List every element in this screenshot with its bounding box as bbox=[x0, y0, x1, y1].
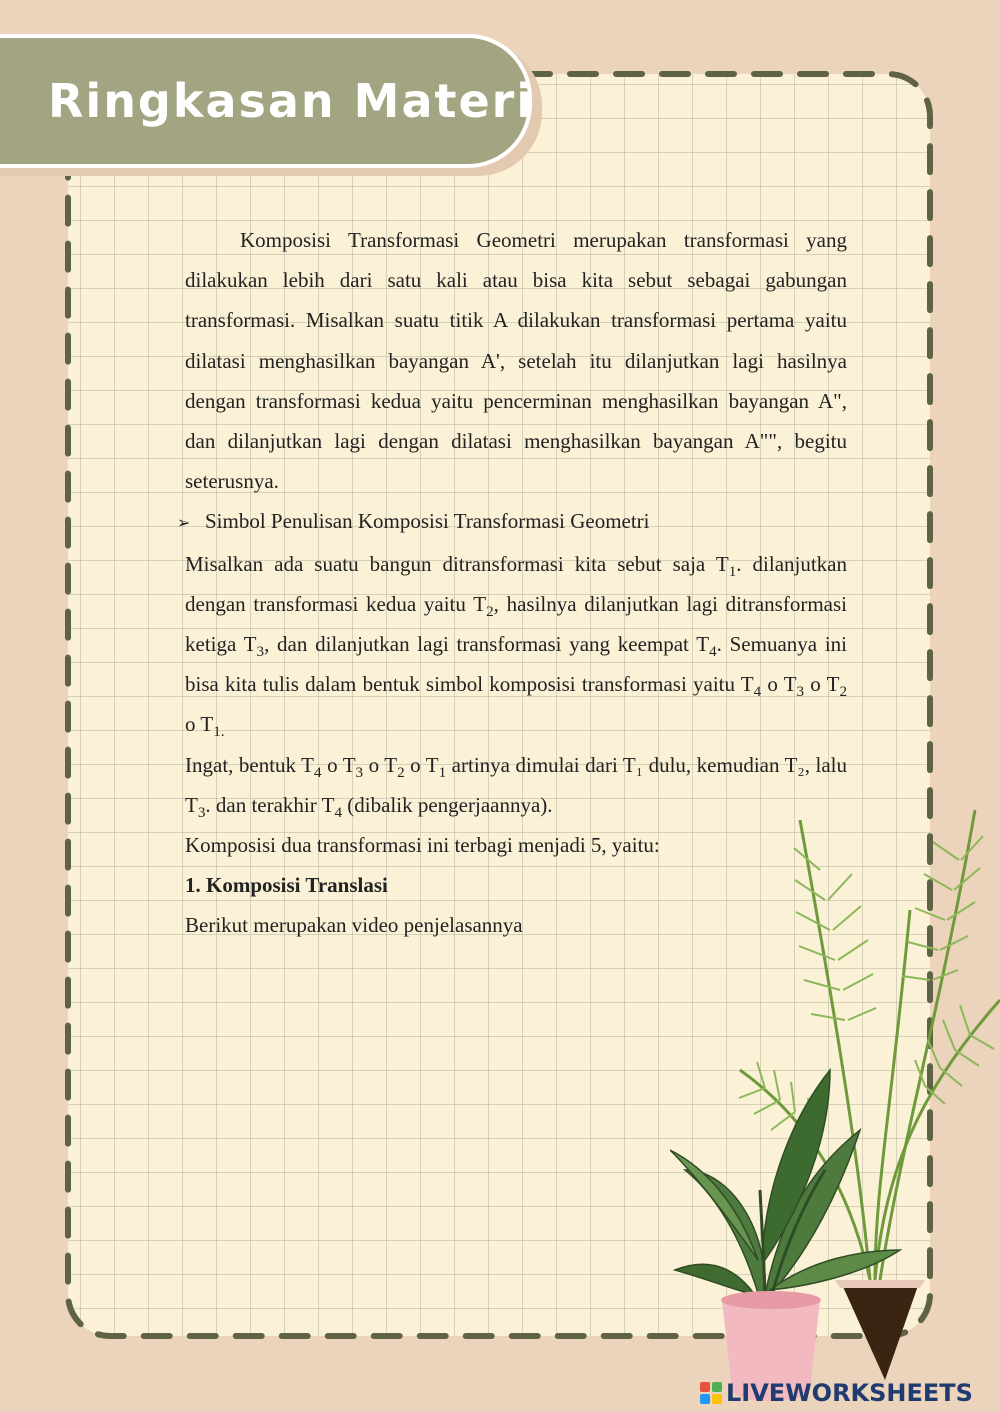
potted-plants-illustration bbox=[670, 790, 1000, 1412]
page-title: Ringkasan Materi bbox=[48, 74, 535, 128]
intro-paragraph: Komposisi Transformasi Geometri merupakan transformasi yang dilakukan lebih dari satu kali atau bisa kita sebut sebagai gabungan transformasi. Misalkan suatu titik A dilakukan transformasi pertama yaitu dilatasi menghasilkan bayangan A', setelah itu dilanjutkan lagi hasilnya dengan transformasi kedua yaitu pencerminan menghasilkan bayangan A", dan dilanjutkan lagi dengan dilatasi menghasilkan bayangan A"", begitu seterusnya. bbox=[185, 228, 847, 494]
composition-intro: Komposisi dua transformasi ini terbagi menjadi 5, yaitu: bbox=[185, 833, 660, 858]
dark-pot bbox=[840, 1280, 920, 1380]
order-paragraph: Ingat, bentuk $T_4$ o $T_3$ o $T_2$ o $T_1$ artinya dimulai dari T₁ dulu, kemudian T₂, lalu $T_3$. dan terakhir $T_4$ (dibalik pengerjaannya). bbox=[185, 752, 847, 822]
liveworksheets-logo-icon bbox=[700, 1382, 722, 1404]
broad-leaves bbox=[670, 1070, 900, 1300]
watermark bbox=[700, 1378, 973, 1408]
section-heading: 1. Komposisi Translasi bbox=[185, 873, 388, 898]
bullet-item bbox=[177, 501, 847, 543]
symbol-paragraph: Misalkan ada suatu bangun ditransformasi kita sebut saja $T_1$. dilanjutkan dengan transformasi kedua yaitu $T_2$, hasilnya dilanjutkan lagi ditransformasi ketiga $T_3$, dan dilanjutkan lagi transformasi yang keempat $T_4$. Semuanya ini bisa kita tulis dalam bentuk simbol komposisi transformasi yaitu $T_4$ o $T_3$ o $T_2$ o $T_{1.}$ bbox=[185, 551, 848, 741]
watermark-text: LIVEWORKSHEETS bbox=[726, 1379, 973, 1407]
bullet-heading: Simbol Penulisan Komposisi Transformasi Geometri bbox=[205, 509, 650, 534]
video-caption: Berikut merupakan video penjelasannya bbox=[185, 913, 523, 938]
arrow-bullet-icon: ➢ bbox=[177, 513, 191, 533]
